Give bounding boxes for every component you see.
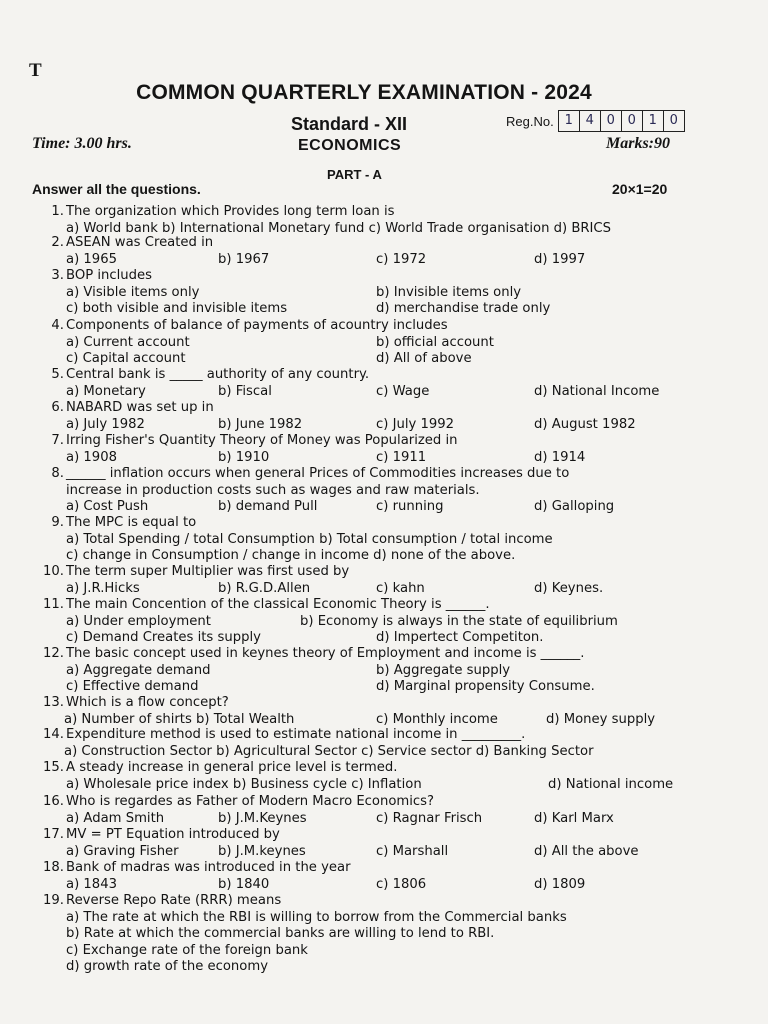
question-number: 8.: [51, 466, 64, 481]
answer-option: a) 1843: [66, 876, 117, 892]
answer-option: a) Under employment: [66, 613, 211, 629]
question-number: 15.: [43, 760, 64, 775]
answer-option: c) Wage: [376, 383, 430, 399]
answer-option: d) merchandise trade only: [376, 301, 551, 316]
answer-option: a) Number of shirts b) Total Wealth: [64, 711, 295, 727]
question-text: Bank of madras was introduced in the year: [66, 860, 351, 875]
answer-option: a) 1965: [66, 251, 117, 267]
question-text: ASEAN was Created in: [66, 235, 214, 250]
answer-option: b) 1840: [218, 876, 270, 892]
answer-option: a) J.R.Hicks: [66, 580, 140, 596]
answer-option: c) 1972: [376, 251, 427, 267]
time-allowed: Time: 3.00 hrs.: [32, 135, 132, 152]
answer-option: a) Adam Smith: [66, 810, 165, 826]
reg-digit-box: 0: [601, 111, 622, 131]
answer-option: d) National income: [548, 776, 674, 792]
question-text: Components of balance of payments of acountry includes: [66, 318, 448, 333]
question-text: BOP includes: [66, 268, 152, 283]
question-number: 11.: [43, 597, 64, 612]
question-number: 14.: [43, 727, 64, 742]
answer-option: d) 1997: [534, 251, 586, 267]
question-number: 5.: [51, 367, 64, 382]
answer-option: b) June 1982: [218, 416, 303, 432]
answer-option: a) Graving Fisher: [66, 843, 179, 859]
answer-option: c) Marshall: [376, 843, 449, 859]
answer-option: c) change in Consumption / change in income d) none of the above.: [66, 548, 516, 563]
instruction-text: Answer all the questions.: [32, 181, 201, 197]
answer-option: d) All of above: [376, 351, 472, 366]
question-text: Expenditure method is used to estimate national income in _________.: [66, 727, 526, 742]
answer-option: c) kahn: [376, 580, 425, 596]
answer-option: b) Invisible items only: [376, 284, 522, 300]
answer-option: c) Demand Creates its supply: [66, 630, 261, 645]
question-text: The basic concept used in keynes theory of Employment and income is ______.: [66, 646, 585, 661]
question-number: 6.: [51, 400, 64, 415]
question-number: 17.: [43, 827, 64, 842]
answer-option: c) Capital account: [66, 351, 186, 366]
answer-option: d) Galloping: [534, 499, 615, 514]
question-number: 3.: [51, 268, 64, 283]
question-text: A steady increase in general price level is termed.: [66, 760, 398, 775]
answer-option: b) 1910: [218, 449, 270, 465]
answer-option: b) J.M.Keynes: [218, 810, 307, 826]
answer-option: a) Total Spending / total Consumption b) Total consumption / total income: [66, 531, 553, 547]
answer-option: a) World bank b) International Monetary fund c) World Trade organisation d) BRICS: [66, 220, 612, 236]
question-text: ______ inflation occurs when general Prices of Commodities increases due to: [66, 466, 570, 481]
answer-option: d) National Income: [534, 383, 660, 399]
question-text: The term super Multiplier was first used by: [66, 564, 350, 579]
answer-option: c) Ragnar Frisch: [376, 810, 483, 826]
answer-option: a) The rate at which the RBI is willing to borrow from the Commercial banks: [66, 909, 567, 925]
standard-label: Standard - XII: [291, 114, 408, 134]
question-text: Reverse Repo Rate (RRR) means: [66, 893, 282, 908]
answer-option: c) 1911: [376, 449, 427, 465]
answer-option: a) Construction Sector b) Agricultural Sector c) Service sector d) Banking Sector: [64, 743, 594, 759]
answer-option: c) running: [376, 499, 444, 514]
registration-number: [506, 110, 685, 132]
question-number: 7.: [51, 433, 64, 448]
answer-option: c) 1806: [376, 876, 427, 892]
question-text: MV = PT Equation introduced by: [66, 827, 280, 842]
question-text: Which is a flow concept?: [66, 695, 229, 710]
score-scheme: 20×1=20: [612, 181, 668, 197]
answer-option: d) Keynes.: [534, 580, 604, 596]
answer-option: c) Exchange rate of the foreign bank: [66, 942, 308, 958]
answer-option: d) 1809: [534, 876, 586, 892]
answer-option: b) R.G.D.Allen: [218, 580, 311, 596]
answer-option: a) Wholesale price index b) Business cycle c) Inflation: [66, 776, 422, 792]
answer-option: a) July 1982: [66, 416, 145, 432]
total-marks: Marks:90: [606, 135, 671, 152]
reg-digit-box: 1: [643, 111, 664, 131]
answer-option: d) Karl Marx: [534, 810, 614, 826]
answer-option: d) Marginal propensity Consume.: [376, 679, 595, 694]
question-text: Who is regardes as Father of Modern Macro Economics?: [66, 794, 435, 809]
question-number: 2.: [51, 235, 64, 250]
question-number: 12.: [43, 646, 64, 661]
question-text-continued: increase in production costs such as wages and raw materials.: [66, 482, 480, 498]
question-text: NABARD was set up in: [66, 400, 214, 415]
question-number: 1.: [51, 204, 64, 219]
answer-option: a) Aggregate demand: [66, 662, 211, 678]
part-heading: PART - A: [327, 167, 382, 182]
question-number: 10.: [43, 564, 64, 579]
question-text: The MPC is equal to: [66, 515, 197, 530]
answer-option: d) August 1982: [534, 416, 636, 432]
reg-digit-box: 4: [580, 111, 601, 131]
question-number: 19.: [43, 893, 64, 908]
answer-option: b) demand Pull: [218, 499, 318, 514]
question-number: 4.: [51, 318, 64, 333]
answer-option: b) Economy is always in the state of equilibrium: [300, 613, 618, 629]
answer-option: b) Rate at which the commercial banks are willing to lend to RBI.: [66, 926, 495, 941]
answer-option: c) both visible and invisible items: [66, 301, 288, 316]
answer-option: c) Monthly income: [376, 711, 498, 727]
answer-option: b) Aggregate supply: [376, 662, 511, 678]
question-number: 13.: [43, 695, 64, 710]
answer-option: a) 1908: [66, 449, 117, 465]
answer-option: c) July 1992: [376, 416, 455, 432]
answer-option: b) J.M.keynes: [218, 843, 306, 859]
question-text: Irring Fisher's Quantity Theory of Money was Popularized in: [66, 433, 458, 448]
corner-mark: T: [29, 60, 42, 81]
question-text: The organization which Provides long term loan is: [66, 204, 395, 219]
answer-option: c) Effective demand: [66, 679, 199, 694]
answer-option: b) official account: [376, 334, 494, 350]
answer-option: a) Cost Push: [66, 499, 149, 514]
answer-option: a) Monetary: [66, 383, 146, 399]
answer-option: d) growth rate of the economy: [66, 959, 269, 974]
answer-option: b) Fiscal: [218, 383, 272, 399]
exam-title: COMMON QUARTERLY EXAMINATION - 2024: [136, 81, 592, 104]
reg-digit-box: 0: [669, 113, 678, 128]
reg-digit-box: 1: [559, 111, 580, 131]
reg-digit-box: 0: [622, 111, 643, 131]
question-number: 9.: [51, 515, 64, 530]
answer-option: a) Visible items only: [66, 284, 200, 300]
answer-option: d) 1914: [534, 449, 586, 465]
answer-option: d) Money supply: [546, 711, 656, 727]
question-text: Central bank is _____ authority of any country.: [66, 367, 370, 382]
question-text: The main Concention of the classical Economic Theory is ______.: [66, 597, 490, 612]
answer-option: a) Current account: [66, 334, 190, 350]
subject-title: ECONOMICS: [298, 137, 402, 154]
answer-option: d) Impertect Competiton.: [376, 630, 544, 645]
answer-option: d) All the above: [534, 843, 639, 859]
reg-no-boxes: [558, 110, 685, 132]
reg-no-label: Reg.No.: [506, 113, 554, 129]
question-number: 16.: [43, 794, 64, 809]
question-number: 18.: [43, 860, 64, 875]
answer-option: b) 1967: [218, 251, 270, 267]
